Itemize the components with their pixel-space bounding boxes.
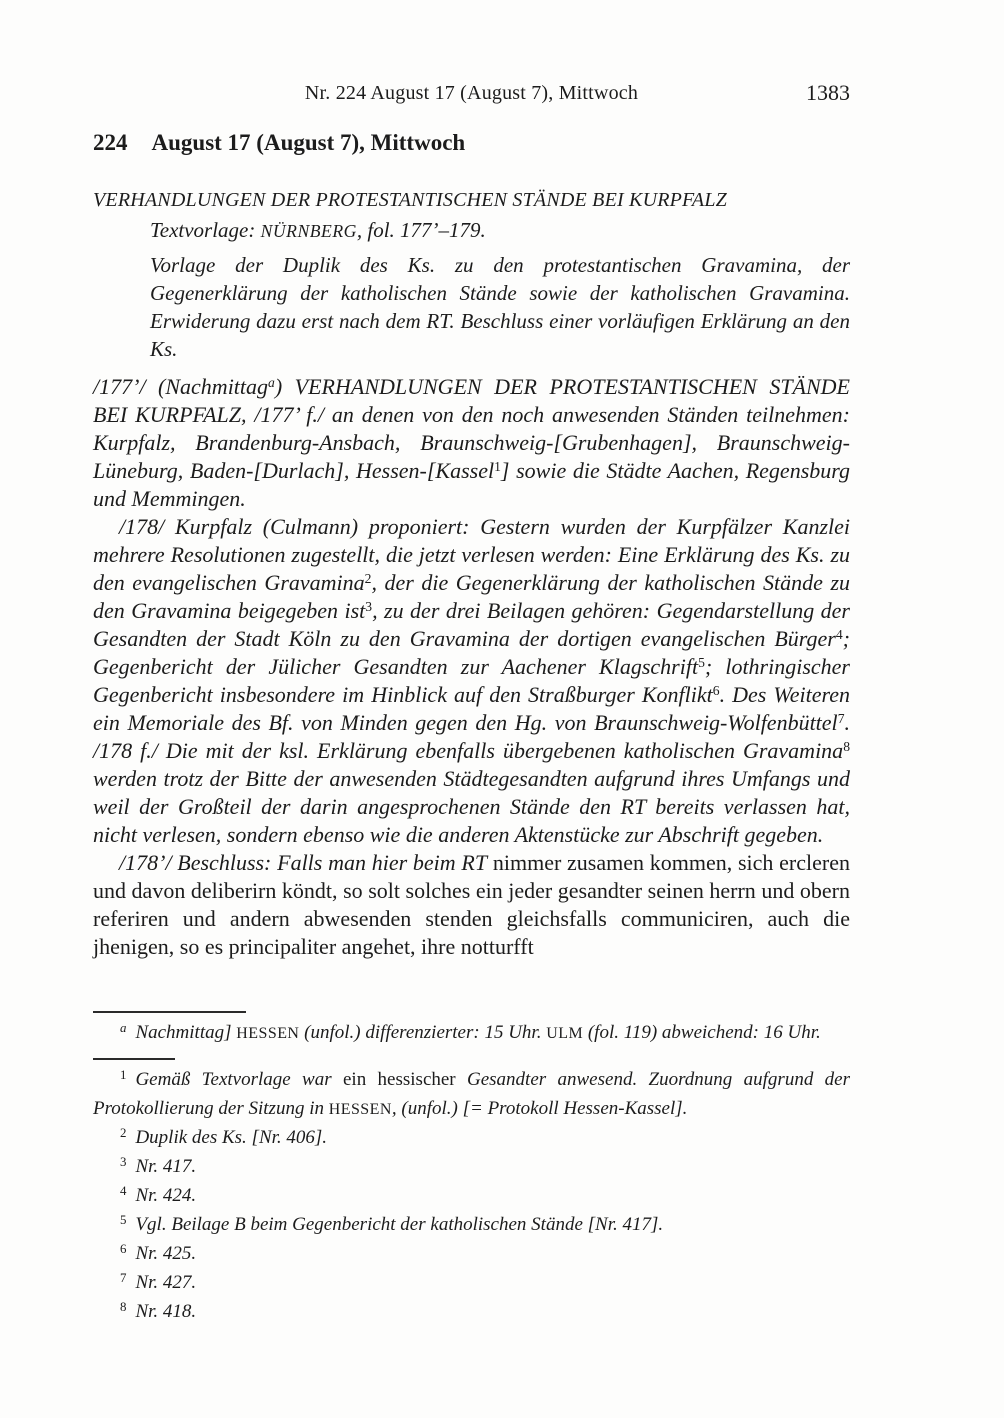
- footnote-text: Gemäß Textvorlage war ein hessischer Gesandter anwesend. Zuordnung aufgrund der Protokollierung der Sitzung in HESSEN, (unfol.) [= Protokoll Hessen-Kassel].: [93, 1069, 851, 1119]
- footnote-7: [93, 1269, 850, 1298]
- summary-abstract: Vorlage der Duplik des Ks. zu den protestantischen Gravamina, der Gegenerklärung der katholischen Stände sowie der katholischen Gravamina. Erwiderung dazu erst nach dem RT. Beschluss einer vorläufigen Erklärung an den Ks.: [150, 253, 850, 361]
- footnote-5: [93, 1211, 850, 1240]
- footnote-2: [93, 1124, 850, 1153]
- footnote-text: Vgl. Beilage B beim Gegenbericht der katholischen Stände [Nr. 417].: [135, 1214, 664, 1235]
- page-header: [93, 80, 850, 106]
- paragraph-participants: /177’/ (Nachmittag$^a$) VERHANDLUNGEN DER PROTESTANTISCHEN STÄNDE BEI KURPFALZ, /177’ f./ an denen von den noch anwesenden Ständen teilnehmen: Kurpfalz, Brandenburg-Ansbach, Braunschweig-[Grubenhagen], Braunschweig-Lüneburg, Baden-[Durlach], Hessen-[Kassel$^1$] sowie die Städte Aachen, Regensburg und Memmingen.: [93, 374, 851, 511]
- footnote-8: [93, 1298, 850, 1327]
- paragraph-proposition: /178/ Kurpfalz (Culmann) proponiert: Gestern wurden der Kurpfälzer Kanzlei mehrere Resolutionen zugestellt, die jetzt verlesen werden: Eine Erklärung des Ks. zu den evangelischen Gravamina$^2$, der die Gegenerklärung der katholischen Stände zu den Gravamina beigegeben ist$^3$, zu der drei Beilagen gehören: Gegendarstellung der Gesandten der Stadt Köln zu den Gravamina der dortigen evangelischen Bürger$^4$; Gegenbericht der Jülicher Gesandten zur Aachener Klagschrift$^5$; lothringischer Gegenbericht insbesondere im Hinblick auf den Straßburger Konflikt$^6$. Des Weiteren ein Memoriale des Bf. von Minden gegen den Hg. von Braunschweig-Wolfenbüttel$^7$. /178 f./ Die mit der ksl. Erklärung ebenfalls übergebenen katholischen Gravamina$^8$ werden trotz der Bitte der anwesenden Städtegesandten aufgrund ihres Umfangs und weil der Großteil der darin angesprochenen Stände den RT bereits verlassen hat, nicht verlesen, sondern ebenso wie die anderen Aktenstücke zur Abschrift gegeben.: [93, 514, 851, 847]
- paragraph-beschluss: /178’/ Beschluss: Falls man hier beim RT nimmer zusamen kommen, sich ercleren und davon deliberirn köndt, so solt solches ein jeder gesandter seinen herrn und obern referiren und andern abwesenden stenden gleichsfalls communiciren, auch die jhenigen, so es principaliter angehet, ihre notturfft: [93, 850, 850, 959]
- footnote-a: [93, 1019, 850, 1048]
- footnote-text: Nr. 418.: [135, 1301, 197, 1322]
- footnote-marker: 7: [120, 1270, 127, 1286]
- footnote-text: Nr. 424.: [135, 1185, 197, 1206]
- footnote-marker: 8: [120, 1299, 127, 1315]
- footnote-4: [93, 1182, 850, 1211]
- footnote-1: [93, 1066, 850, 1124]
- summary-source-line: Textvorlage: NÜRNBERG, fol. 177’–179.: [150, 218, 486, 242]
- footnote-divider-number-notes: [93, 1058, 175, 1060]
- summary-block: [93, 186, 850, 363]
- footnote-marker: 6: [120, 1241, 127, 1257]
- footnote-text: Nr. 425.: [135, 1243, 197, 1264]
- footnote-divider-letter-notes: [93, 1011, 246, 1013]
- entry-title: August 17 (August 7), Mittwoch: [151, 130, 466, 155]
- footnote-6: [93, 1240, 850, 1269]
- footnote-marker: 2: [120, 1125, 127, 1141]
- summary-title: VERHANDLUNGEN DER PROTESTANTISCHEN STÄNDE BEI KURPFALZ: [93, 189, 727, 211]
- footnote-3: [93, 1153, 850, 1182]
- footnote-text: Duplik des Ks. [Nr. 406].: [135, 1127, 328, 1148]
- protocol-text: [93, 373, 850, 961]
- page-number: 1383: [806, 80, 850, 105]
- footnote-marker: 4: [120, 1183, 127, 1199]
- running-head: Nr. 224 August 17 (August 7), Mittwoch: [304, 82, 639, 104]
- entry-number: 224: [93, 130, 128, 155]
- entry-heading: [93, 128, 850, 158]
- footnote-text: Nachmittag] HESSEN (unfol.) differenzierter: 15 Uhr. ULM (fol. 119) abweichend: 16 Uhr.: [135, 1022, 821, 1043]
- footnote-marker: 1: [120, 1067, 127, 1083]
- footnote-text: Nr. 427.: [135, 1272, 197, 1293]
- footnote-text: Nr. 417.: [135, 1156, 197, 1177]
- footnotes-area: [93, 1011, 850, 1327]
- footnote-marker: 3: [120, 1154, 127, 1170]
- footnote-marker: 5: [120, 1212, 127, 1228]
- footnote-marker: a: [120, 1020, 127, 1036]
